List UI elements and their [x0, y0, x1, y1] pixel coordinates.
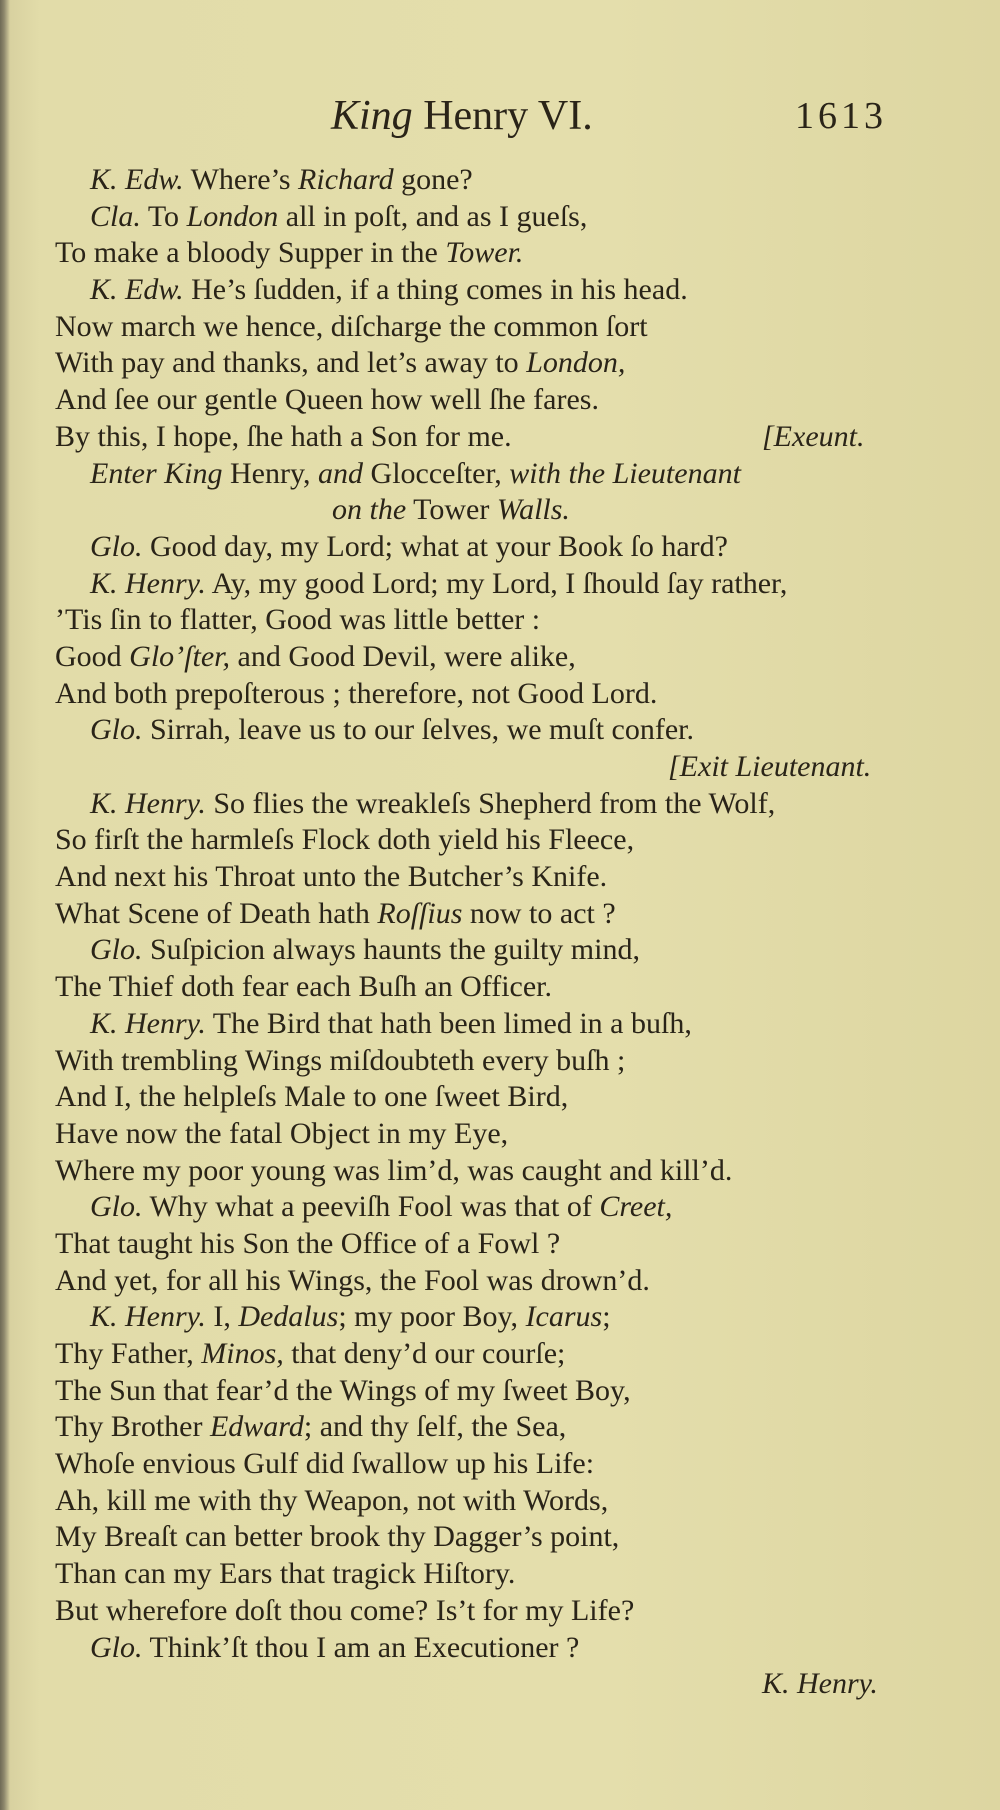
italic-text: K. Edw. [90, 273, 184, 307]
text-line [55, 1593, 955, 1630]
italic-text: Glo. [90, 1630, 143, 1664]
roman-text: And yet, for all his Wings, the Fool was drown’d. [55, 1263, 650, 1297]
page-number: 1613 [795, 95, 887, 137]
italic-text: Richard [298, 163, 394, 196]
roman-text: Thy Brother [55, 1410, 210, 1444]
roman-text: gone? [393, 163, 473, 196]
text-line [55, 566, 955, 603]
roman-text: With pay and thanks, and let’s away to [55, 346, 527, 380]
italic-text: and [318, 456, 364, 490]
text-line [55, 602, 955, 639]
text-line [55, 1006, 955, 1043]
roman-text: Sirrah, leave us to our ſelves, we muſt confer. [142, 713, 695, 747]
text-line [55, 419, 955, 456]
roman-text: But wherefore doſt thou come? Is’t for my Life? [55, 1593, 635, 1627]
roman-text: Where my poor young was lim’d, was caught and kill’d. [55, 1153, 733, 1187]
italic-text: K. Henry. [90, 566, 206, 600]
italic-text: K. Henry. [90, 1300, 206, 1334]
roman-text: So flies the wreakleſs Shepherd from the Wolf, [205, 786, 776, 820]
italic-text: K. Henry. [90, 1006, 206, 1040]
roman-text: My Breaſt can better brook thy Dagger’s point, [55, 1520, 620, 1554]
title-rest: Henry VI. [412, 93, 593, 139]
roman-text: ; and thy ſelf, the Sea, [303, 1410, 567, 1444]
page-title [331, 92, 593, 140]
roman-text: Suſpicion always haunts the guilty mind, [142, 933, 640, 967]
italic-text: with the Lieutenant [509, 456, 741, 490]
text-line [55, 1336, 955, 1373]
roman-text: The Bird that hath been limed in a buſh, [205, 1006, 692, 1040]
text-line [55, 1630, 955, 1667]
roman-text: And I, the helpleſs Male to one ſweet Bird, [55, 1080, 569, 1114]
text-line [55, 1299, 955, 1336]
text-line [55, 1556, 955, 1593]
text-line [55, 309, 955, 346]
text-line [55, 456, 955, 493]
text-line [55, 199, 955, 236]
roman-text: So firſt the harmleſs Flock doth yield his Fleece, [55, 823, 635, 857]
italic-text: [Exit Lieutenant. [668, 750, 872, 783]
title-italic: King [331, 93, 413, 139]
roman-text: Why what a peeviſh Fool was that of [142, 1190, 600, 1224]
text-line [55, 1519, 955, 1556]
italic-text: Glo’ſter, [129, 639, 230, 673]
roman-text: That taught his Son the Office of a Fowl ? [55, 1226, 561, 1260]
text-line [55, 896, 955, 933]
text-line [55, 1189, 955, 1226]
roman-text: To [140, 199, 187, 233]
italic-text: Glo. [90, 713, 143, 747]
roman-text: With trembling Wings miſdoubteth every buſh ; [55, 1043, 626, 1077]
roman-text: I, [205, 1300, 239, 1334]
roman-text: The Thief doth fear each Buſh an Officer. [55, 970, 553, 1004]
italic-text: K. Henry. [90, 786, 206, 820]
text-line [55, 235, 955, 272]
italic-text: Dedalus [238, 1300, 339, 1334]
roman-text: Good day, my Lord; what at your Book ſo hard? [142, 529, 728, 563]
text-line [55, 272, 955, 309]
roman-text: What Scene of Death hath [55, 896, 378, 930]
text-line [55, 749, 955, 786]
text-line [55, 1409, 955, 1446]
text-line [55, 712, 955, 749]
italic-text: Icarus [525, 1300, 603, 1334]
italic-text: Glo. [90, 933, 143, 967]
italic-text: Edward [209, 1410, 304, 1444]
roman-text: And next his Throat unto the Butcher’s Knife. [55, 860, 608, 894]
italic-text: Glo. [90, 1190, 143, 1224]
roman-text: By this, I hope, ſhe hath a Son for me. [55, 419, 512, 453]
roman-text: Whoſe envious Gulf did ſwallow up his Life: [55, 1447, 595, 1481]
text-line [55, 1666, 955, 1703]
text-line [55, 529, 955, 566]
roman-text: To make a bloody Supper in the [55, 236, 446, 270]
roman-text: And ſee our gentle Queen how well ſhe fares. [55, 383, 599, 417]
italic-text: Creet, [599, 1190, 673, 1224]
roman-text: and Good Devil, were alike, [230, 639, 576, 673]
text-line [55, 786, 955, 823]
italic-text: Minos, [201, 1337, 284, 1370]
italic-text: Enter King [90, 456, 223, 490]
text-line [55, 382, 955, 419]
roman-text: Than can my Ears that tragick Hiſtory. [55, 1557, 516, 1591]
roman-text: He’s ſudden, if a thing comes in his head. [183, 273, 688, 307]
text-line [55, 1079, 955, 1116]
text-line [55, 1446, 955, 1483]
italic-text: K. Henry. [762, 1667, 878, 1701]
text-line [55, 1226, 955, 1263]
italic-text: Tower. [445, 236, 524, 270]
italic-text: London [186, 199, 279, 233]
roman-text: Where’s [183, 163, 299, 196]
text-line [55, 1116, 955, 1153]
text-line [55, 822, 955, 859]
text-line [55, 492, 955, 529]
roman-text: now to act ? [462, 896, 616, 930]
italic-text: on the [332, 493, 407, 527]
text-line [55, 345, 955, 382]
italic-text: K. Edw. [90, 163, 184, 196]
roman-text: Have now the fatal Object in my Eye, [55, 1116, 509, 1150]
text-line [55, 639, 955, 676]
italic-text: Cla. [90, 199, 141, 233]
roman-text: Think’ſt thou I am an Executioner ? [142, 1630, 580, 1664]
roman-text: Now march we hence, diſcharge the common ſort [55, 309, 648, 343]
roman-text: Glocceſter, [363, 456, 510, 490]
text-line [55, 1043, 955, 1080]
text-line [55, 676, 955, 713]
running-header [0, 92, 1000, 142]
italic-text: Glo. [90, 529, 143, 563]
roman-text: The Sun that fear’d the Wings of my ſweet Boy, [55, 1373, 631, 1407]
italic-text: London, [526, 346, 626, 380]
text-line [55, 859, 955, 896]
text-line [55, 1263, 955, 1300]
play-text [55, 162, 955, 1703]
roman-text: all in poſt, and as I gueſs, [278, 199, 588, 233]
text-line [55, 969, 955, 1006]
roman-text: Good [55, 639, 130, 673]
roman-text: Tower [406, 493, 497, 527]
italic-text: Roſſius [377, 896, 463, 930]
roman-text: ; my poor Boy, [338, 1300, 526, 1334]
text-line [55, 1153, 955, 1190]
italic-text: Walls. [496, 493, 570, 527]
stage-direction: [Exeunt. [762, 419, 865, 453]
text-line [55, 1483, 955, 1520]
roman-text: Thy Father, [55, 1337, 202, 1370]
roman-text: that deny’d our courſe; [283, 1337, 566, 1370]
text-line [55, 1373, 955, 1410]
roman-text: Henry, [222, 456, 319, 490]
text-line [55, 932, 955, 969]
text-line [55, 162, 955, 199]
roman-text: And both prepoſterous ; therefore, not Good Lord. [55, 676, 658, 710]
roman-text: Ah, kill me with thy Weapon, not with Words, [55, 1483, 609, 1517]
roman-text: Ay, my good Lord; my Lord, I ſhould ſay rather, [205, 566, 788, 600]
roman-text: ; [602, 1300, 611, 1334]
roman-text: ’Tis ſin to flatter, Good was little better : [55, 603, 541, 637]
